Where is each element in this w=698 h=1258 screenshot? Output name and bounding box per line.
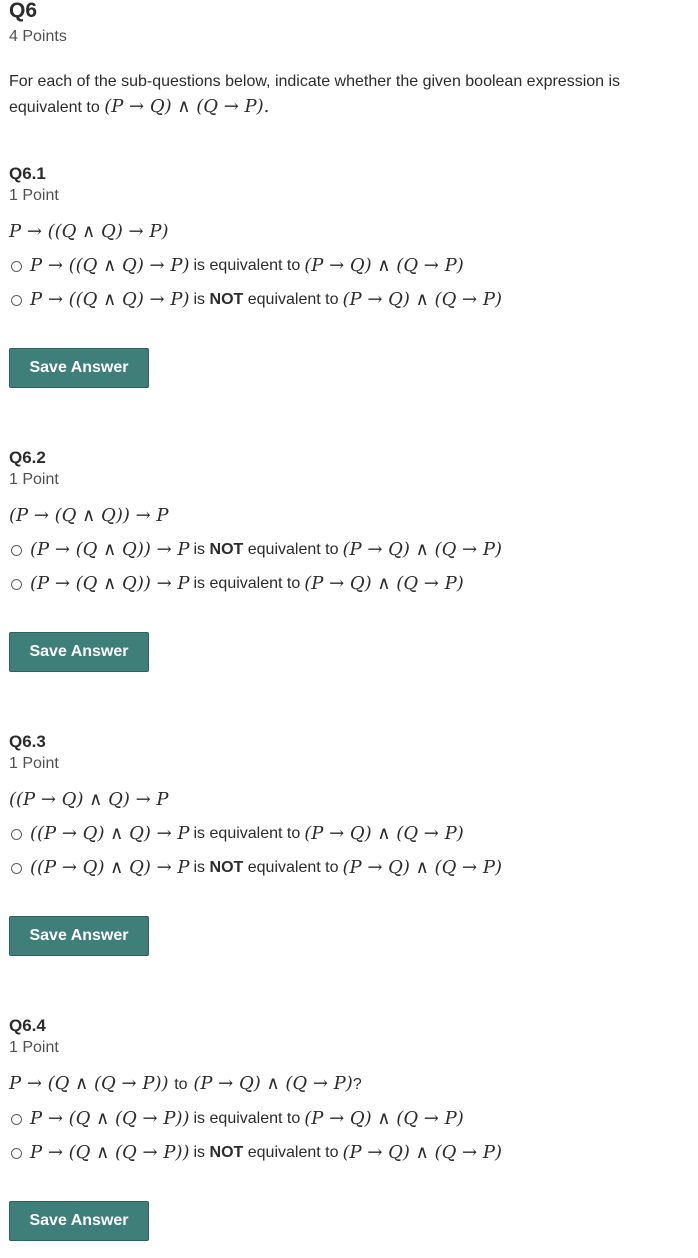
prompt-expression: P → (Q ∧ (Q → P)) (9, 1073, 169, 1094)
radio-button[interactable] (11, 829, 22, 840)
answer-option-equivalent[interactable] (9, 572, 689, 596)
option-target: (P → Q) ∧ (Q → P) (342, 289, 502, 310)
option-bold: NOT (209, 1144, 244, 1161)
subquestion-prompt (9, 220, 689, 244)
option-target: (P → Q) ∧ (Q → P) (342, 539, 502, 560)
prompt-mid: to (174, 1076, 188, 1093)
subquestion-prompt (9, 1072, 689, 1097)
option-target: (P → Q) ∧ (Q → P) (304, 573, 464, 594)
option-pre: is (193, 1144, 206, 1161)
option-pre: is (193, 575, 206, 592)
option-target: (P → Q) ∧ (Q → P) (342, 1142, 502, 1163)
save-answer-button[interactable]: Save Answer (9, 348, 149, 388)
option-post: equivalent to (209, 1110, 301, 1127)
subquestion-title: Q6.3 (9, 732, 46, 751)
option-text (194, 572, 301, 596)
answer-option-not-equivalent[interactable] (9, 1141, 689, 1165)
intro-text: For each of the sub-questions below, indicate whether the given boolean expression is equivalent to (9, 73, 621, 116)
option-post: equivalent to (247, 541, 339, 558)
option-expression: ((P → Q) ∧ Q) → P (30, 857, 190, 878)
subquestion-title: Q6.1 (9, 164, 46, 183)
option-post: equivalent to (209, 575, 301, 592)
option-post: equivalent to (247, 1144, 339, 1161)
subquestion-6-4 (9, 1016, 689, 1241)
subquestion-title: Q6.4 (9, 1016, 46, 1035)
option-target: (P → Q) ∧ (Q → P) (304, 255, 464, 276)
radio-button[interactable] (11, 295, 22, 306)
option-text (194, 856, 339, 880)
option-bold: NOT (209, 859, 244, 876)
option-bold: NOT (209, 291, 244, 308)
option-target: (P → Q) ∧ (Q → P) (342, 857, 502, 878)
option-pre: is (193, 291, 206, 308)
question-title: Q6 (9, 0, 38, 22)
answer-option-not-equivalent[interactable] (9, 288, 689, 312)
option-expression: (P → (Q ∧ Q)) → P (30, 539, 190, 560)
intro-expression: (P → Q) ∧ (Q → P). (104, 96, 270, 117)
prompt-expression: (P → (Q ∧ Q)) → P (9, 505, 169, 526)
option-expression: P → (Q ∧ (Q → P)) (30, 1108, 190, 1129)
option-expression: (P → (Q ∧ Q)) → P (30, 573, 190, 594)
answer-option-equivalent[interactable] (9, 822, 689, 846)
radio-button[interactable] (11, 1148, 22, 1159)
option-pre: is (193, 825, 206, 842)
option-post: equivalent to (247, 859, 339, 876)
option-target: (P → Q) ∧ (Q → P) (304, 1108, 464, 1129)
option-pre: is (193, 257, 206, 274)
prompt-expression: P → ((Q ∧ Q) → P) (9, 221, 169, 242)
subquestion-prompt (9, 788, 689, 812)
option-post: equivalent to (209, 257, 301, 274)
subquestion-6-3 (9, 732, 689, 956)
radio-button[interactable] (11, 545, 22, 556)
option-text (194, 254, 301, 278)
option-text (194, 288, 339, 312)
prompt-suffix: ? (352, 1076, 362, 1093)
option-expression: ((P → Q) ∧ Q) → P (30, 823, 190, 844)
option-text (194, 538, 339, 562)
radio-button[interactable] (11, 579, 22, 590)
option-expression: P → (Q ∧ (Q → P)) (30, 1142, 190, 1163)
answer-option-not-equivalent[interactable] (9, 856, 689, 880)
subquestion-points: 1 Point (9, 187, 59, 204)
subquestion-6-2 (9, 448, 689, 672)
subquestion-points: 1 Point (9, 1039, 59, 1056)
radio-button[interactable] (11, 863, 22, 874)
option-expression: P → ((Q ∧ Q) → P) (30, 255, 190, 276)
subquestion-title: Q6.2 (9, 448, 46, 467)
option-text (194, 822, 301, 846)
option-post: equivalent to (247, 291, 339, 308)
subquestion-prompt (9, 504, 689, 528)
option-expression: P → ((Q ∧ Q) → P) (30, 289, 190, 310)
answer-option-equivalent[interactable] (9, 1107, 689, 1131)
radio-button[interactable] (11, 261, 22, 272)
subquestion-points: 1 Point (9, 471, 59, 488)
save-answer-button[interactable]: Save Answer (9, 1201, 149, 1241)
option-pre: is (193, 541, 206, 558)
prompt-expression: ((P → Q) ∧ Q) → P (9, 789, 169, 810)
option-target: (P → Q) ∧ (Q → P) (304, 823, 464, 844)
prompt-target: (P → Q) ∧ (Q → P) (193, 1073, 353, 1094)
radio-button[interactable] (11, 1114, 22, 1125)
option-pre: is (193, 1110, 206, 1127)
answer-option-not-equivalent[interactable] (9, 538, 689, 562)
question-points: 4 Points (9, 28, 67, 45)
subquestion-points: 1 Point (9, 755, 59, 772)
save-answer-button[interactable]: Save Answer (9, 916, 149, 956)
subquestion-6-1 (9, 164, 689, 388)
option-text (194, 1107, 301, 1131)
option-pre: is (193, 859, 206, 876)
answer-option-equivalent[interactable] (9, 254, 689, 278)
question-intro (9, 69, 689, 120)
question-page (0, 0, 698, 120)
save-answer-button[interactable]: Save Answer (9, 632, 149, 672)
option-text (194, 1141, 339, 1165)
option-bold: NOT (209, 541, 244, 558)
option-post: equivalent to (209, 825, 301, 842)
